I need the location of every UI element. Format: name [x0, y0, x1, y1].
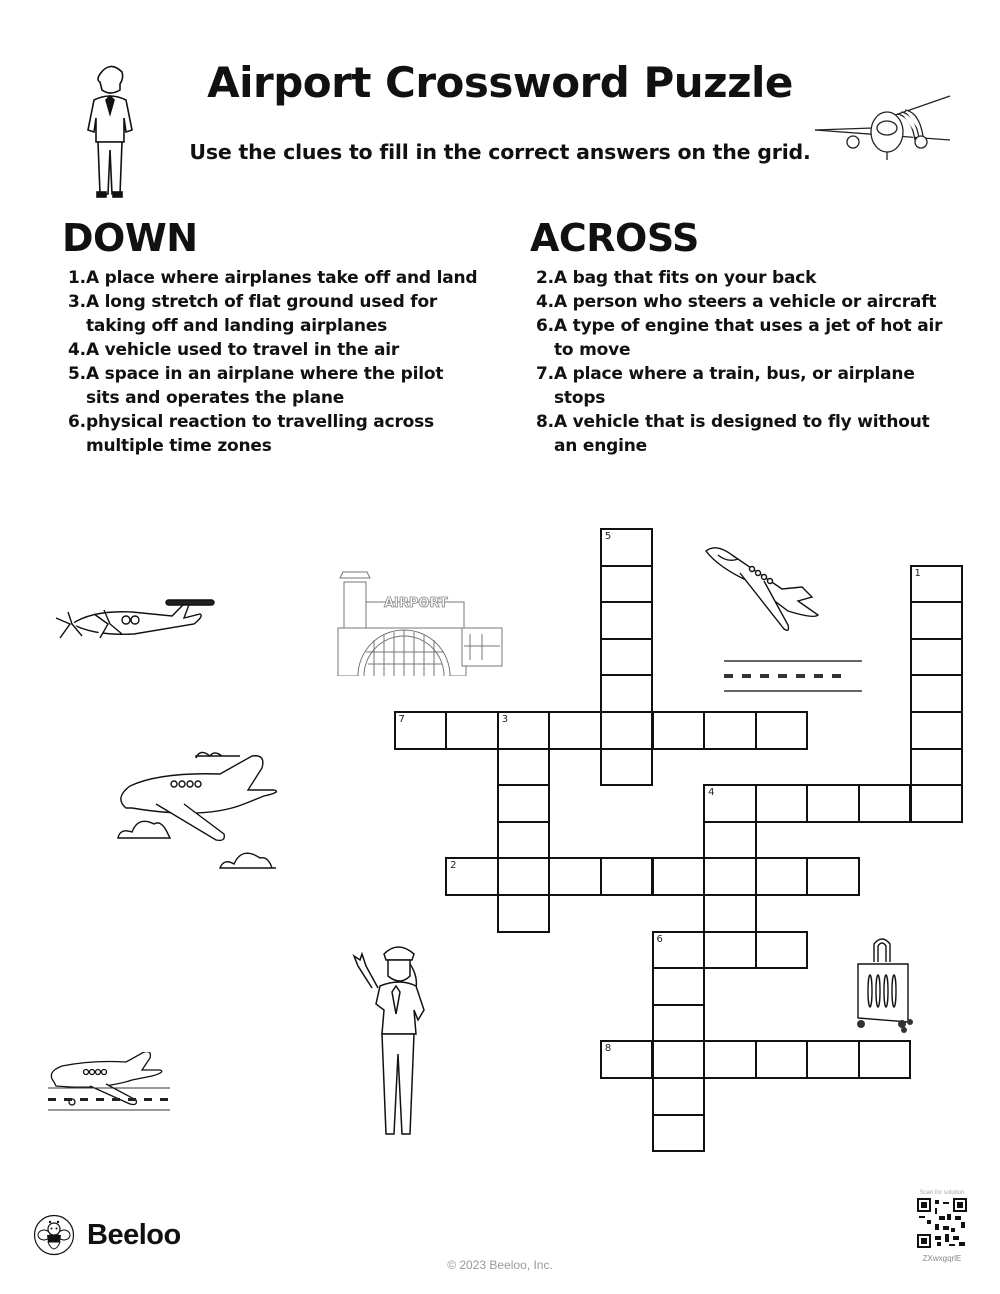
propeller-plane-illustration [54, 598, 219, 643]
grid-cell[interactable] [858, 784, 912, 823]
clue-text: physical reaction to travelling across multiple time zones [86, 412, 434, 456]
runway-strip-icon [722, 658, 864, 694]
grid-cell[interactable] [600, 674, 654, 713]
grid-cell[interactable] [600, 1040, 654, 1079]
grid-cell[interactable] [910, 565, 964, 604]
clue-text: A place where a train, bus, or airplane stops [554, 364, 915, 408]
beeloo-logo [33, 1214, 181, 1256]
airplane-front-illustration [815, 92, 955, 162]
airport-sign: AIRPORT [384, 596, 448, 611]
grid-cell[interactable] [755, 857, 809, 896]
grid-cell[interactable] [858, 1040, 912, 1079]
grid-cell[interactable] [652, 711, 706, 750]
grid-cell[interactable] [600, 565, 654, 604]
grid-cell[interactable] [703, 821, 757, 860]
suitcase-icon [852, 936, 916, 1034]
down-clue-list [62, 266, 482, 458]
plane-on-runway-illustration [46, 1052, 174, 1114]
pilot-woman-illustration [352, 940, 442, 1140]
across-clue-2 [530, 266, 950, 290]
across-heading: ACROSS [530, 216, 699, 260]
grid-cell[interactable] [600, 711, 654, 750]
cell-number: 8 [604, 1043, 612, 1055]
page-title: Airport Crossword Puzzle [207, 58, 793, 107]
brand-name: Beeloo [87, 1218, 181, 1251]
clue-number: 2. [536, 268, 554, 288]
down-clue-5 [62, 362, 482, 410]
clue-number: 4. [68, 340, 86, 360]
grid-cell[interactable] [703, 784, 757, 823]
grid-cell[interactable] [806, 857, 860, 896]
copyright-text: © 2023 Beeloo, Inc. [447, 1258, 553, 1272]
cell-number: 4 [708, 787, 715, 799]
across-clue-4 [530, 290, 950, 314]
grid-cell[interactable] [703, 857, 757, 896]
grid-cell[interactable] [652, 931, 706, 970]
down-heading: DOWN [62, 216, 198, 260]
grid-cell[interactable] [445, 857, 499, 896]
grid-cell[interactable] [806, 784, 860, 823]
clue-text: A person who steers a vehicle or aircraft [554, 292, 937, 312]
clue-text: A place where airplanes take off and land [86, 268, 478, 288]
grid-cell[interactable] [652, 1004, 706, 1043]
grid-cell[interactable] [755, 711, 809, 750]
solution-qr-block[interactable] [912, 1190, 972, 1263]
grid-cell[interactable] [806, 1040, 860, 1079]
down-clue-4 [62, 338, 482, 362]
clue-text: A type of engine that uses a jet of hot air to move [554, 316, 943, 360]
grid-cell[interactable] [910, 601, 964, 640]
grid-cell[interactable] [600, 528, 654, 567]
clue-number: 1. [68, 268, 86, 288]
clue-text: A bag that fits on your back [554, 268, 817, 288]
grid-cell[interactable] [910, 784, 964, 823]
grid-cell[interactable] [497, 821, 551, 860]
across-clues-section [530, 216, 950, 458]
cell-number: 7 [398, 714, 405, 725]
grid-cell[interactable] [652, 857, 706, 896]
clue-number: 4. [536, 292, 554, 312]
qr-code-icon[interactable] [917, 1198, 967, 1248]
grid-cell[interactable] [703, 1040, 757, 1079]
cell-number: 2 [450, 860, 457, 872]
grid-cell[interactable] [652, 1114, 706, 1153]
grid-cell[interactable] [755, 1040, 809, 1079]
grid-cell[interactable] [497, 784, 551, 823]
airplane-clouds-illustration [116, 738, 316, 908]
grid-cell[interactable] [600, 638, 654, 677]
grid-cell[interactable] [755, 784, 809, 823]
across-clue-7 [530, 362, 950, 410]
grid-cell[interactable] [910, 748, 964, 787]
grid-cell[interactable] [910, 711, 964, 750]
across-clue-6 [530, 314, 950, 362]
grid-cell[interactable] [652, 1040, 706, 1079]
down-clue-1 [62, 266, 482, 290]
grid-cell[interactable] [548, 711, 602, 750]
grid-cell[interactable] [910, 638, 964, 677]
grid-cell[interactable] [497, 857, 551, 896]
grid-cell[interactable] [445, 711, 499, 750]
cell-number: 3 [501, 714, 509, 725]
grid-cell[interactable] [497, 748, 551, 787]
grid-cell[interactable] [497, 894, 551, 933]
qr-caption: Scan for solution [919, 1190, 965, 1196]
grid-cell[interactable] [652, 967, 706, 1006]
grid-cell[interactable] [394, 711, 448, 750]
across-clue-8 [530, 410, 950, 458]
down-clues-section [62, 216, 482, 458]
cell-number: 1 [914, 567, 921, 579]
clue-text: A space in an airplane where the pilot sits and operates the plane [86, 364, 444, 408]
down-clue-6 [62, 410, 482, 458]
grid-cell[interactable] [703, 894, 757, 933]
clue-text: A vehicle used to travel in the air [86, 340, 400, 360]
qr-code-label: ZXwxgqrlE [922, 1254, 962, 1263]
grid-cell[interactable] [755, 931, 809, 970]
passenger-man-illustration [80, 60, 140, 200]
page-subtitle: Use the clues to fill in the correct answers on the grid. [189, 140, 811, 164]
grid-cell[interactable] [652, 1077, 706, 1116]
bee-logo-icon [33, 1214, 75, 1256]
grid-cell[interactable] [548, 857, 602, 896]
clue-number: 8. [536, 412, 554, 432]
grid-cell[interactable] [600, 601, 654, 640]
grid-cell[interactable] [600, 748, 654, 787]
down-clue-3 [62, 290, 482, 338]
clue-number: 5. [68, 364, 86, 384]
grid-cell[interactable] [600, 857, 654, 896]
grid-cell[interactable] [703, 931, 757, 970]
clue-number: 6. [536, 316, 554, 336]
clue-text: A vehicle that is designed to fly without an engine [554, 412, 930, 456]
clue-number: 3. [68, 292, 86, 312]
across-clue-list [530, 266, 950, 458]
clue-text: A long stretch of flat ground used for taking off and landing airplanes [86, 292, 438, 336]
grid-cell[interactable] [910, 674, 964, 713]
jet-takeoff-illustration [700, 545, 840, 637]
grid-cell[interactable] [497, 711, 551, 750]
cell-number: 6 [656, 933, 663, 945]
airport-building-illustration [336, 570, 506, 676]
clue-number: 6. [68, 412, 86, 432]
clue-number: 7. [536, 364, 554, 384]
cell-number: 5 [604, 531, 612, 542]
grid-cell[interactable] [703, 711, 757, 750]
